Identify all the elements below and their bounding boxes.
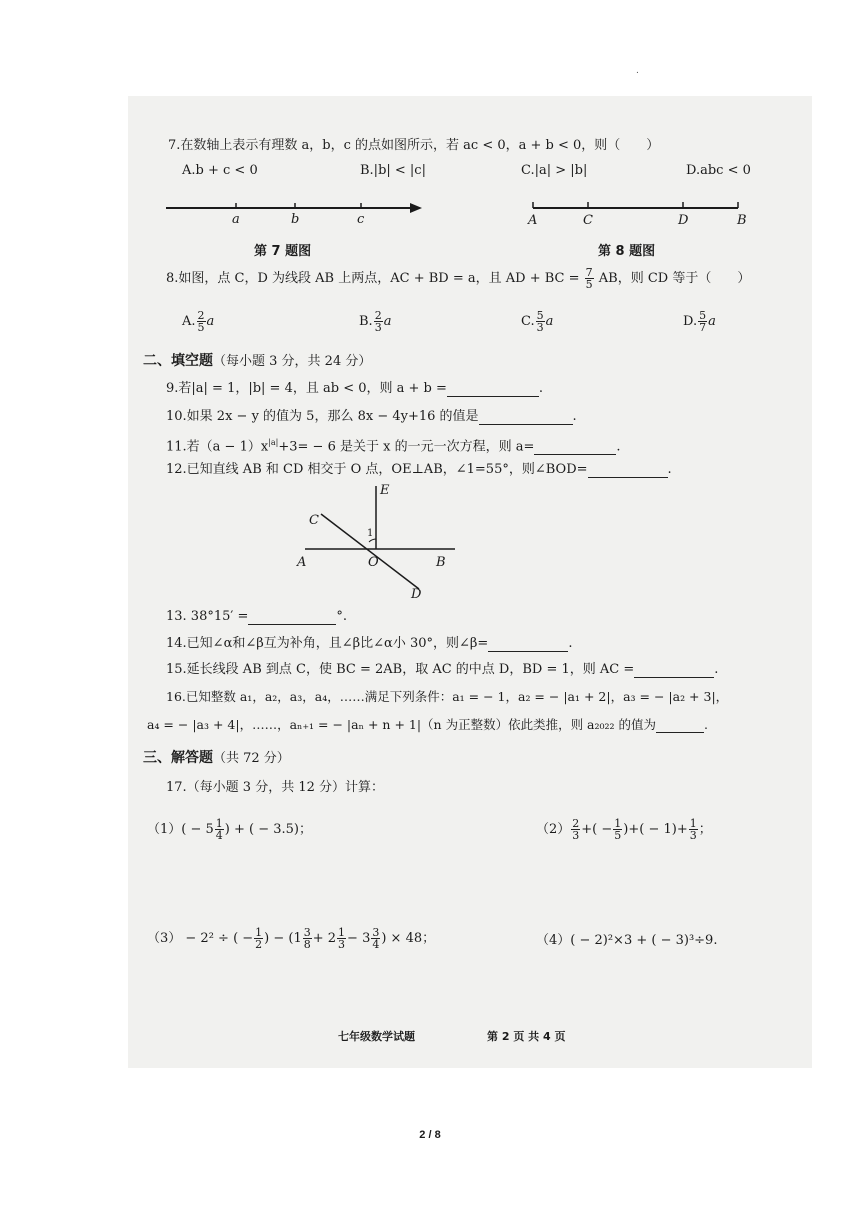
q7-option-c: C.|a| > |b| — [521, 163, 588, 178]
section-2-heading: 二、填空题（每小题 3 分，共 24 分） — [143, 353, 372, 369]
q10-answer-blank — [479, 411, 573, 425]
label-C: C — [583, 213, 593, 228]
q12: 12.已知直线 AB 和 CD 相交于 O 点，OE⊥AB，∠1=55°，则∠BOD= . — [166, 462, 672, 477]
line-cd — [321, 514, 419, 589]
calc-4: （4）( − 2)²×3 + ( − 3)³÷9. — [536, 933, 718, 948]
q13: 13. 38°15′ = °. — [166, 609, 348, 624]
label-A: A — [528, 213, 538, 228]
label-D: D — [678, 213, 689, 228]
q12-intersecting-lines-figure — [288, 480, 468, 605]
footer-title: 七年级数学试题 — [338, 1030, 415, 1043]
label-A: A — [297, 555, 307, 570]
label-angle-1: 1 — [367, 528, 374, 539]
label-c: c — [357, 212, 365, 227]
q8-option-b: B. $\frac{2}{3}$ a — [359, 309, 392, 334]
q8-caption: 第 8 题图 — [598, 244, 656, 259]
q11-answer-blank — [534, 441, 616, 455]
q9: 9.若|a| = 1，|b| = 4，且 ab < 0，则 a + b = . — [166, 381, 544, 396]
q14: 14.已知∠α和∠β互为补角，且∠β比∠α小 30°，则∠β= . — [166, 636, 573, 651]
q8-stem-pre: 8.如图，点 C，D 为线段 AB 上两点，AC + BD = a，且 AD + BC = — [166, 271, 580, 286]
label-C: C — [309, 513, 319, 528]
label-E: E — [380, 483, 390, 498]
q8-option-d: D. $\frac{5}{7}$ a — [683, 309, 716, 334]
calc-1: （1）( − 5 $\frac{1}{4}$ ) + ( − 3.5)； — [147, 817, 312, 842]
q7-stem: 7.在数轴上表示有理数 a，b，c 的点如图所示，若 ac < 0，a + b < 0，则（ ） — [168, 138, 660, 153]
q8-stem-fraction: $\frac{7}{5}$ — [585, 266, 593, 291]
q7-caption: 第 7 题图 — [254, 244, 312, 259]
q15-answer-blank — [634, 664, 714, 678]
q8-option-c: C. $\frac{5}{3}$ a — [521, 309, 554, 334]
label-B: B — [436, 555, 446, 570]
arrow-icon — [410, 203, 422, 213]
q7-option-a: A.b + c < 0 — [182, 163, 258, 178]
q16-line1: 16.已知整数 a₁，a₂，a₃，a₄，……满足下列条件：a₁ = − 1，a₂ = − |a₁ + 2|，a₃ = − |a₂ + 3|， — [166, 689, 729, 704]
q8-segment-figure — [524, 196, 754, 228]
q12-answer-blank — [588, 464, 668, 478]
label-O: O — [368, 555, 379, 570]
q7-number-line-figure — [160, 196, 430, 228]
q8-stem — [166, 267, 750, 290]
section-3-heading: 三、解答题（共 72 分） — [143, 750, 290, 766]
scanned-page — [128, 96, 812, 1068]
q16-line2: a₄ = − |a₃ + 4|，……，aₙ₊₁ = − |aₙ + n + 1|（n 为正整数）依此类推，则 a₂₀₂₂ 的值为 . — [147, 717, 709, 732]
q8-stem-post: AB，则 CD 等于（ ） — [598, 271, 751, 286]
label-B: B — [737, 213, 747, 228]
q9-answer-blank — [447, 383, 539, 397]
q15: 15.延长线段 AB 到点 C，使 BC = 2AB，取 AC 的中点 D，BD = 1，则 AC = . — [166, 662, 719, 677]
page-indicator: 2 / 8 — [419, 1129, 441, 1141]
label-b: b — [291, 212, 300, 227]
calc-2: （2） $\frac{2}{3}$ +( − $\frac{1}{5}$ )+( − 1)+ $\frac{1}{3}$ ； — [536, 817, 712, 842]
label-a: a — [232, 212, 240, 227]
calc-3: （3） − 2² ÷ ( − $\frac{1}{2}$ ) − (1 $\frac{3}{8}$ + 2 $\frac{1}{3}$ − 3 $\frac{3}{4}$ ) × 48； — [147, 926, 436, 951]
q13-answer-blank — [248, 611, 336, 625]
q10: 10.如果 2x − y 的值为 5，那么 8x − 4y+16 的值是 . — [166, 409, 577, 424]
q17-heading: 17.（每小题 3 分，共 12 分）计算： — [166, 780, 385, 795]
corner-mark: . — [636, 66, 639, 76]
q11: 11.若$(a - 1)x^{|a|}+3= - 6$ 是关于 x 的一元一次方程，则 a= . — [166, 438, 621, 455]
footer-page: 第 2 页 共 4 页 — [487, 1030, 566, 1043]
q8-option-a: A. $\frac{2}{5}$ a — [182, 309, 215, 334]
q7-option-b: B.|b| < |c| — [360, 163, 426, 178]
label-D: D — [411, 587, 422, 602]
q7-option-d: D.abc < 0 — [686, 163, 751, 178]
q16-answer-blank — [656, 719, 704, 733]
q14-answer-blank — [488, 638, 568, 652]
